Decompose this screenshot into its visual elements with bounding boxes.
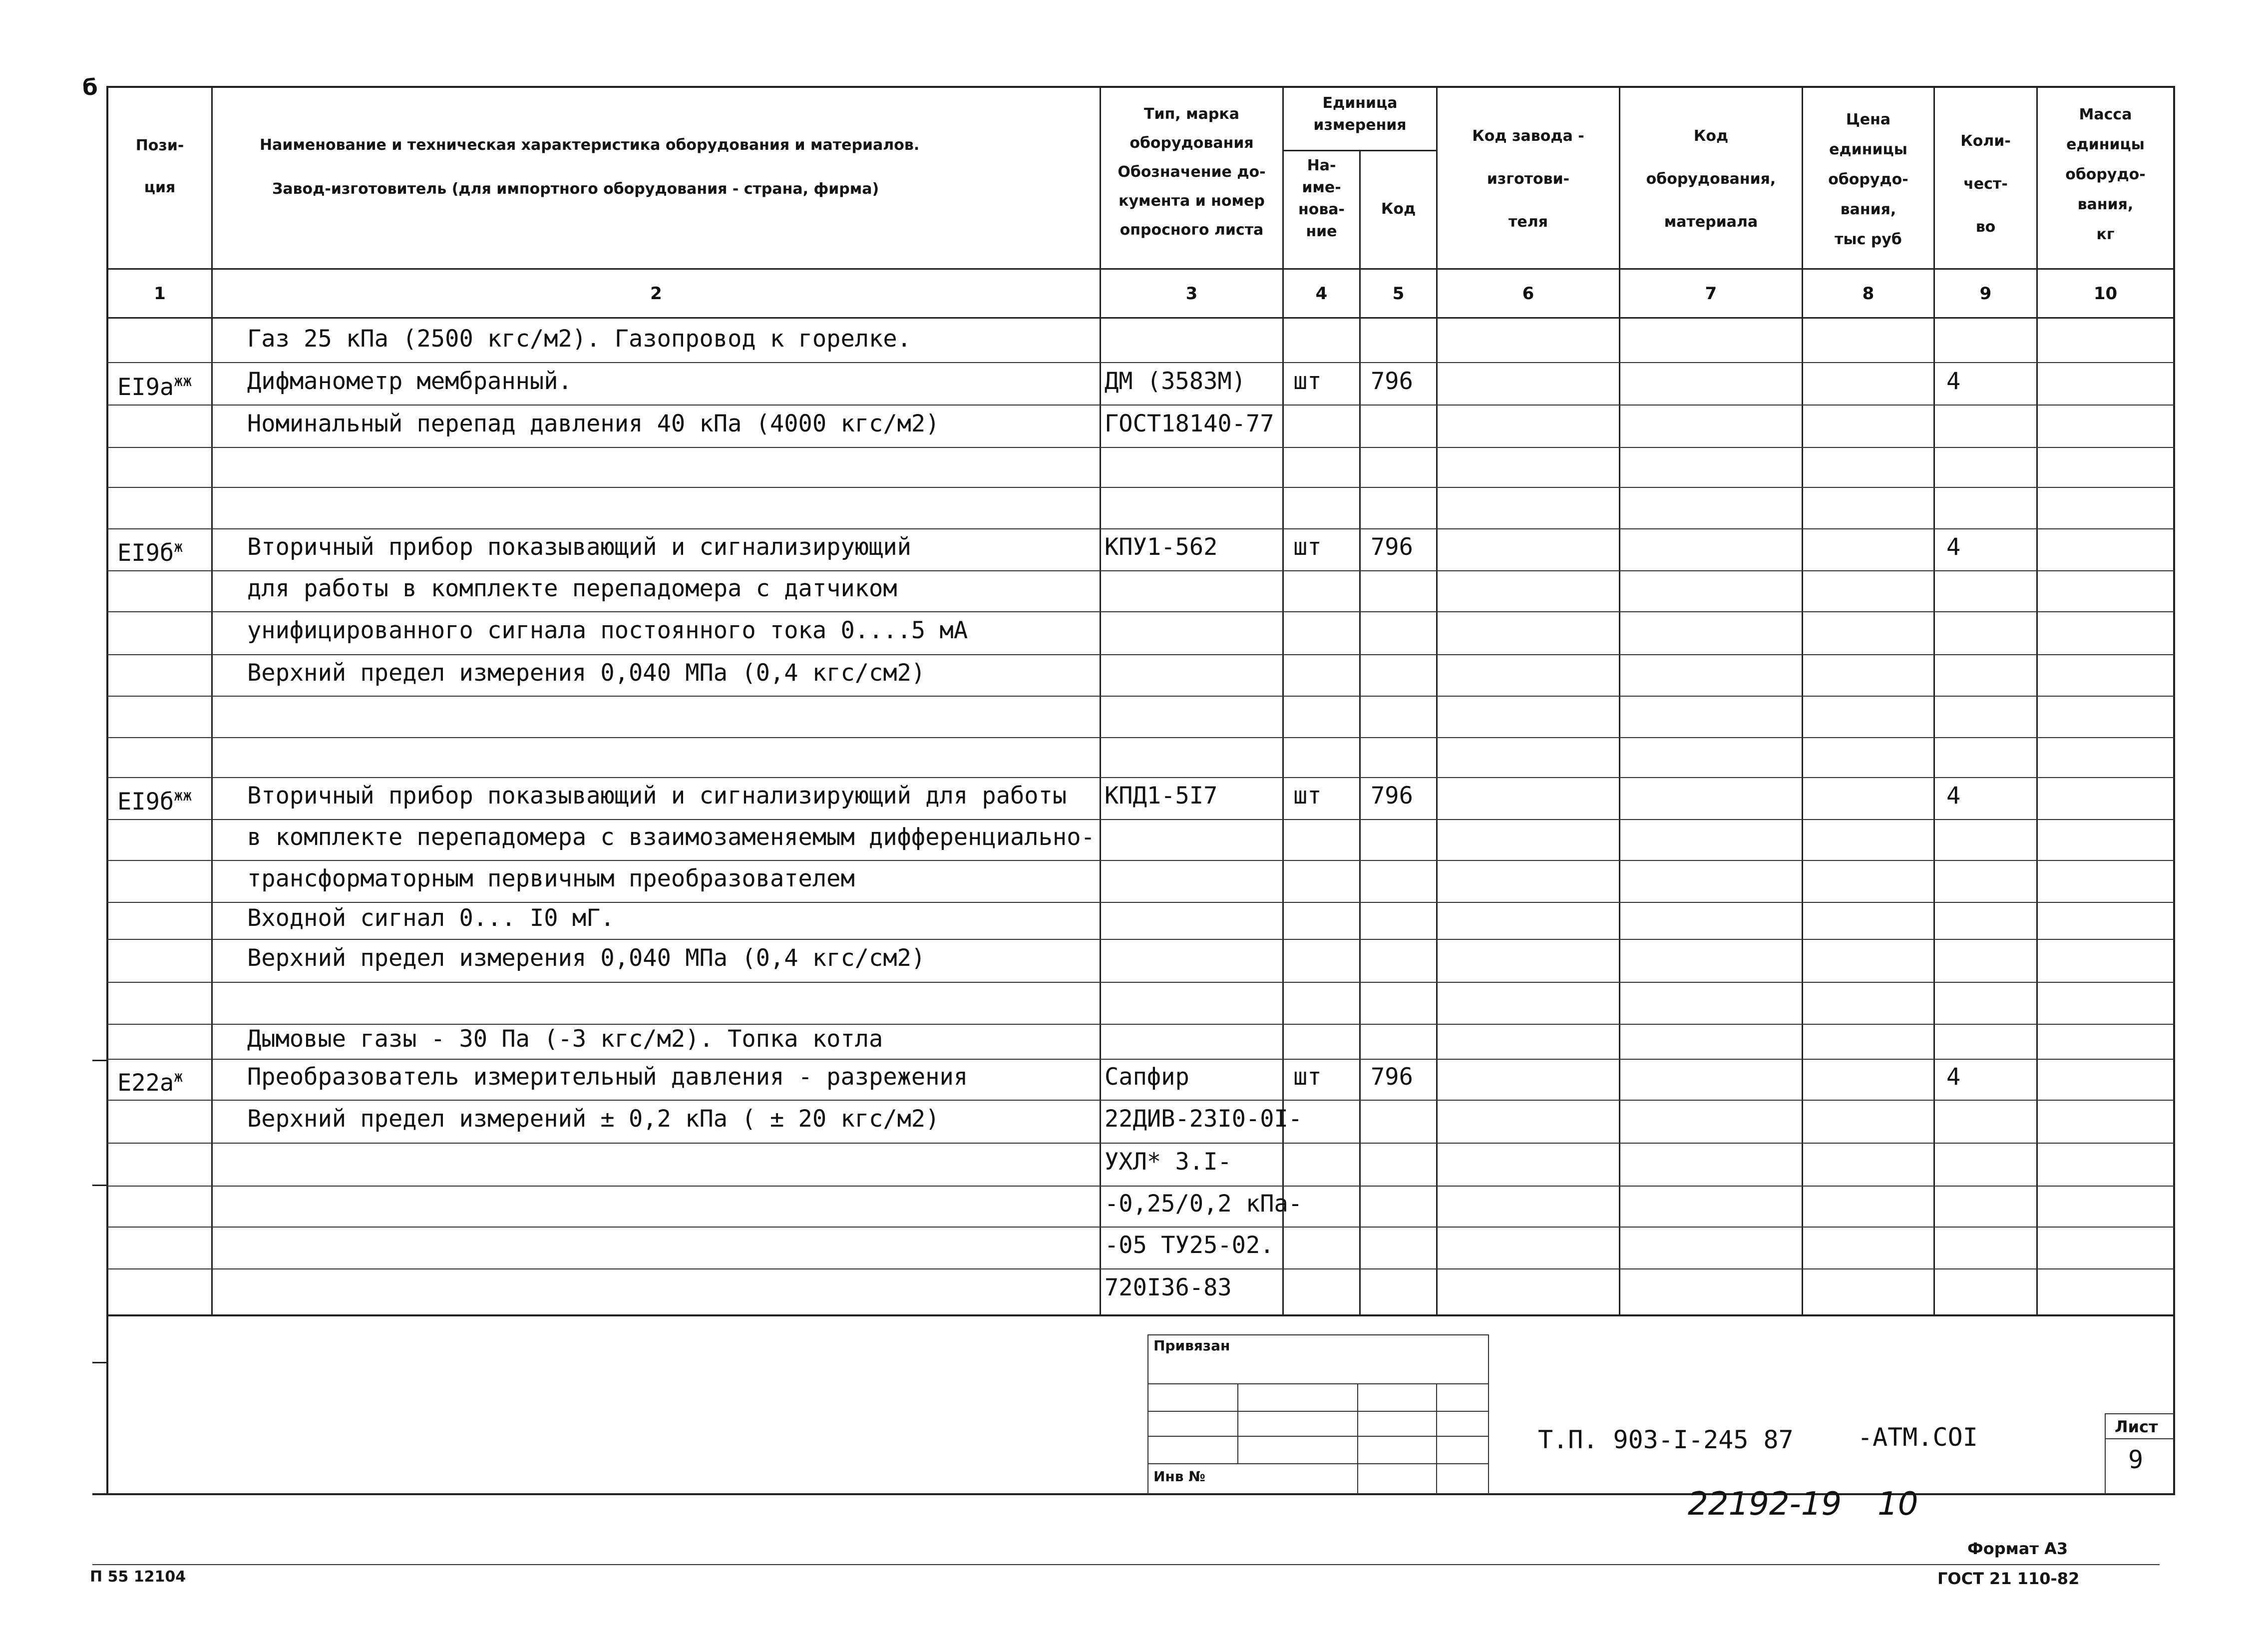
margin-tick (92, 1185, 107, 1186)
row-separator (107, 1100, 2175, 1101)
header-col5: Код (1381, 200, 1416, 218)
item-description: трансформаторным первичным преобразователем (247, 865, 855, 892)
sheet-number: 9 (2128, 1445, 2144, 1474)
footer-gost: ГОСТ 21 110-82 (1937, 1569, 2080, 1588)
row-separator (107, 777, 2175, 778)
header-col2-line2: Завод-изготовитель (для импортного оборудования - страна, фирма) (272, 180, 879, 198)
header-bottom-line (107, 268, 2175, 270)
row-separator (107, 487, 2175, 488)
stamp-inv-label: Инв № (1153, 1468, 1205, 1485)
item-description: Верхний предел измерений ± 0,2 кПа ( ± 20 кгс/м2) (247, 1105, 940, 1133)
colnum-9: 9 (1979, 284, 1992, 304)
col-line-7 (1802, 86, 1803, 1315)
colnum-1: 1 (154, 284, 166, 304)
position-code (117, 1063, 183, 1097)
item-description: для работы в комплекте перепадомера с датчиком (247, 575, 897, 602)
col-line-6 (1619, 86, 1620, 1315)
item-description: унифицированного сигнала постоянного тока 0....5 мА (247, 617, 968, 644)
item-type: 22ДИВ-23I0-0I- (1105, 1105, 1303, 1133)
doc-suffix: -АТМ.СОI (1858, 1423, 1978, 1452)
row-separator (107, 1024, 2175, 1025)
row-separator (107, 902, 2175, 903)
col-line-5 (1436, 86, 1438, 1315)
colnum-8: 8 (1862, 284, 1875, 304)
item-type: КПД1-5I7 (1105, 782, 1218, 810)
item-description: Вторичный прибор показывающий и сигнализирующий для работы (247, 782, 1067, 810)
page-mark: б (82, 75, 98, 100)
row-separator (107, 611, 2175, 612)
header-col3: Тип, марка оборудования Обозначение до- кумента и номер опросного листа (1118, 105, 1266, 239)
unit-name: шт (1293, 782, 1322, 810)
position-label: EI9б (117, 788, 174, 816)
sheet-label: Лист (2115, 1417, 2158, 1436)
unit-name: шт (1293, 533, 1322, 561)
position-label: EI9б (117, 539, 174, 567)
item-description: Номинальный перепад давления 40 кПа (4000 кгс/м2) (247, 410, 940, 437)
item-type: ДМ (3583М) (1105, 368, 1246, 395)
col-line-1 (211, 86, 213, 1315)
margin-tick (92, 1060, 107, 1061)
row-separator (107, 570, 2175, 571)
row-separator (107, 982, 2175, 983)
unit-name: шт (1293, 1063, 1322, 1091)
position-superscript: жж (174, 787, 192, 805)
item-description: Верхний предел измерения 0,040 МПа (0,4 кгс/см2) (247, 659, 926, 687)
item-type: ГОСТ18140-77 (1105, 410, 1274, 437)
row-separator (107, 405, 2175, 406)
item-description: Входной сигнал 0... I0 мГ. (247, 904, 615, 932)
item-type: Сапфир (1105, 1063, 1189, 1091)
handwritten-number: 22192-19 (1688, 1486, 1842, 1523)
colnum-7: 7 (1705, 284, 1717, 304)
footer-line (92, 1564, 2160, 1565)
frame-right (2173, 86, 2175, 1495)
unit-name: шт (1293, 368, 1322, 395)
row-separator (107, 1186, 2175, 1187)
row-separator (107, 819, 2175, 820)
item-description: Вторичный прибор показывающий и сигнализирующий (247, 533, 911, 561)
quantity: 4 (1946, 782, 1961, 810)
colnum-2: 2 (650, 284, 662, 304)
colnum-5: 5 (1392, 284, 1405, 304)
row-separator (107, 1227, 2175, 1228)
colnum-4: 4 (1315, 284, 1328, 304)
item-description: Газ 25 кПа (2500 кгс/м2). Газопровод к горелке. (247, 325, 911, 353)
frame-bottom (92, 1493, 2175, 1495)
item-description: Дифманометр мембранный. (247, 368, 572, 395)
unit-code: 796 (1371, 368, 1413, 395)
col-line-8 (1933, 86, 1935, 1315)
colnum-bottom-line (107, 317, 2175, 319)
row-separator (107, 939, 2175, 940)
item-type: -05 ТУ25-02. (1105, 1232, 1274, 1259)
row-separator (107, 362, 2175, 363)
colnum-10: 10 (2093, 284, 2118, 304)
unit-code: 796 (1371, 533, 1413, 561)
row-separator (107, 654, 2175, 655)
quantity: 4 (1946, 1063, 1961, 1091)
colnum-3: 3 (1185, 284, 1198, 304)
unit-group-line (1282, 150, 1437, 151)
row-separator (107, 860, 2175, 861)
header-col6: Код завода - изготови- теля (1472, 127, 1584, 231)
header-col4: На- име- нова- ние (1298, 157, 1345, 240)
item-type: УХЛ* 3.I- (1105, 1148, 1232, 1176)
item-type: КПУ1-562 (1105, 533, 1218, 561)
item-description: Дымовые газы - 30 Па (-3 кгс/м2). Топка котла (247, 1025, 883, 1053)
row-separator (107, 696, 2175, 697)
unit-code: 796 (1371, 1063, 1413, 1091)
quantity: 4 (1946, 368, 1961, 395)
footer-format: Формат А3 (1967, 1539, 2068, 1558)
position-label: EI9а (117, 374, 174, 401)
unit-code: 796 (1371, 782, 1413, 810)
item-description: Верхний предел измерения 0,040 МПа (0,4 кгс/см2) (247, 944, 926, 972)
doc-code: Т.П. 903-I-245 87 (1538, 1425, 1794, 1454)
quantity: 4 (1946, 533, 1961, 561)
position-label: E22а (117, 1069, 174, 1097)
row-separator (107, 447, 2175, 448)
header-col9: Коли- чест- во (1960, 132, 2011, 236)
row-separator (107, 528, 2175, 529)
position-superscript: ж (174, 1068, 183, 1086)
header-col7: Код оборудования, материала (1646, 127, 1776, 231)
row-separator (107, 1059, 2175, 1060)
header-col10: Масса единицы оборудо- вания, кг (2065, 106, 2146, 243)
header-unit-group: Единица измерения (1313, 94, 1407, 134)
header-col1: Пози- ция (135, 137, 184, 196)
position-code (117, 782, 192, 816)
position-code (117, 533, 183, 567)
position-code (117, 368, 192, 402)
item-type: 720I36-83 (1105, 1274, 1232, 1301)
header-col2-line1: Наименование и техническая характеристика оборудования и материалов. (260, 136, 920, 154)
row-separator (107, 737, 2175, 738)
col-line-9 (2036, 86, 2038, 1315)
item-description: Преобразователь измерительный давления - разрежения (247, 1063, 968, 1091)
table-bottom-line (107, 1314, 2175, 1316)
colnum-6: 6 (1522, 284, 1534, 304)
handwritten-page: 10 (1877, 1486, 1918, 1523)
position-superscript: жж (174, 373, 192, 390)
position-superscript: ж (174, 538, 183, 556)
row-separator (107, 1268, 2175, 1269)
col-line-4 (1359, 150, 1361, 1315)
frame-top (107, 86, 2175, 88)
header-col8: Цена единицы оборудо- вания, тыс руб (1828, 111, 1908, 248)
item-type: -0,25/0,2 кПа- (1105, 1190, 1303, 1218)
item-description: в комплекте перепадомера с взаимозаменяемым дифференциально- (247, 824, 1095, 851)
footer-left: П 55 12104 (90, 1568, 186, 1586)
col-line-2 (1100, 86, 1101, 1315)
stamp-privyazan-label: Привязан (1153, 1337, 1230, 1354)
margin-tick (92, 1362, 107, 1363)
row-separator (107, 1143, 2175, 1144)
